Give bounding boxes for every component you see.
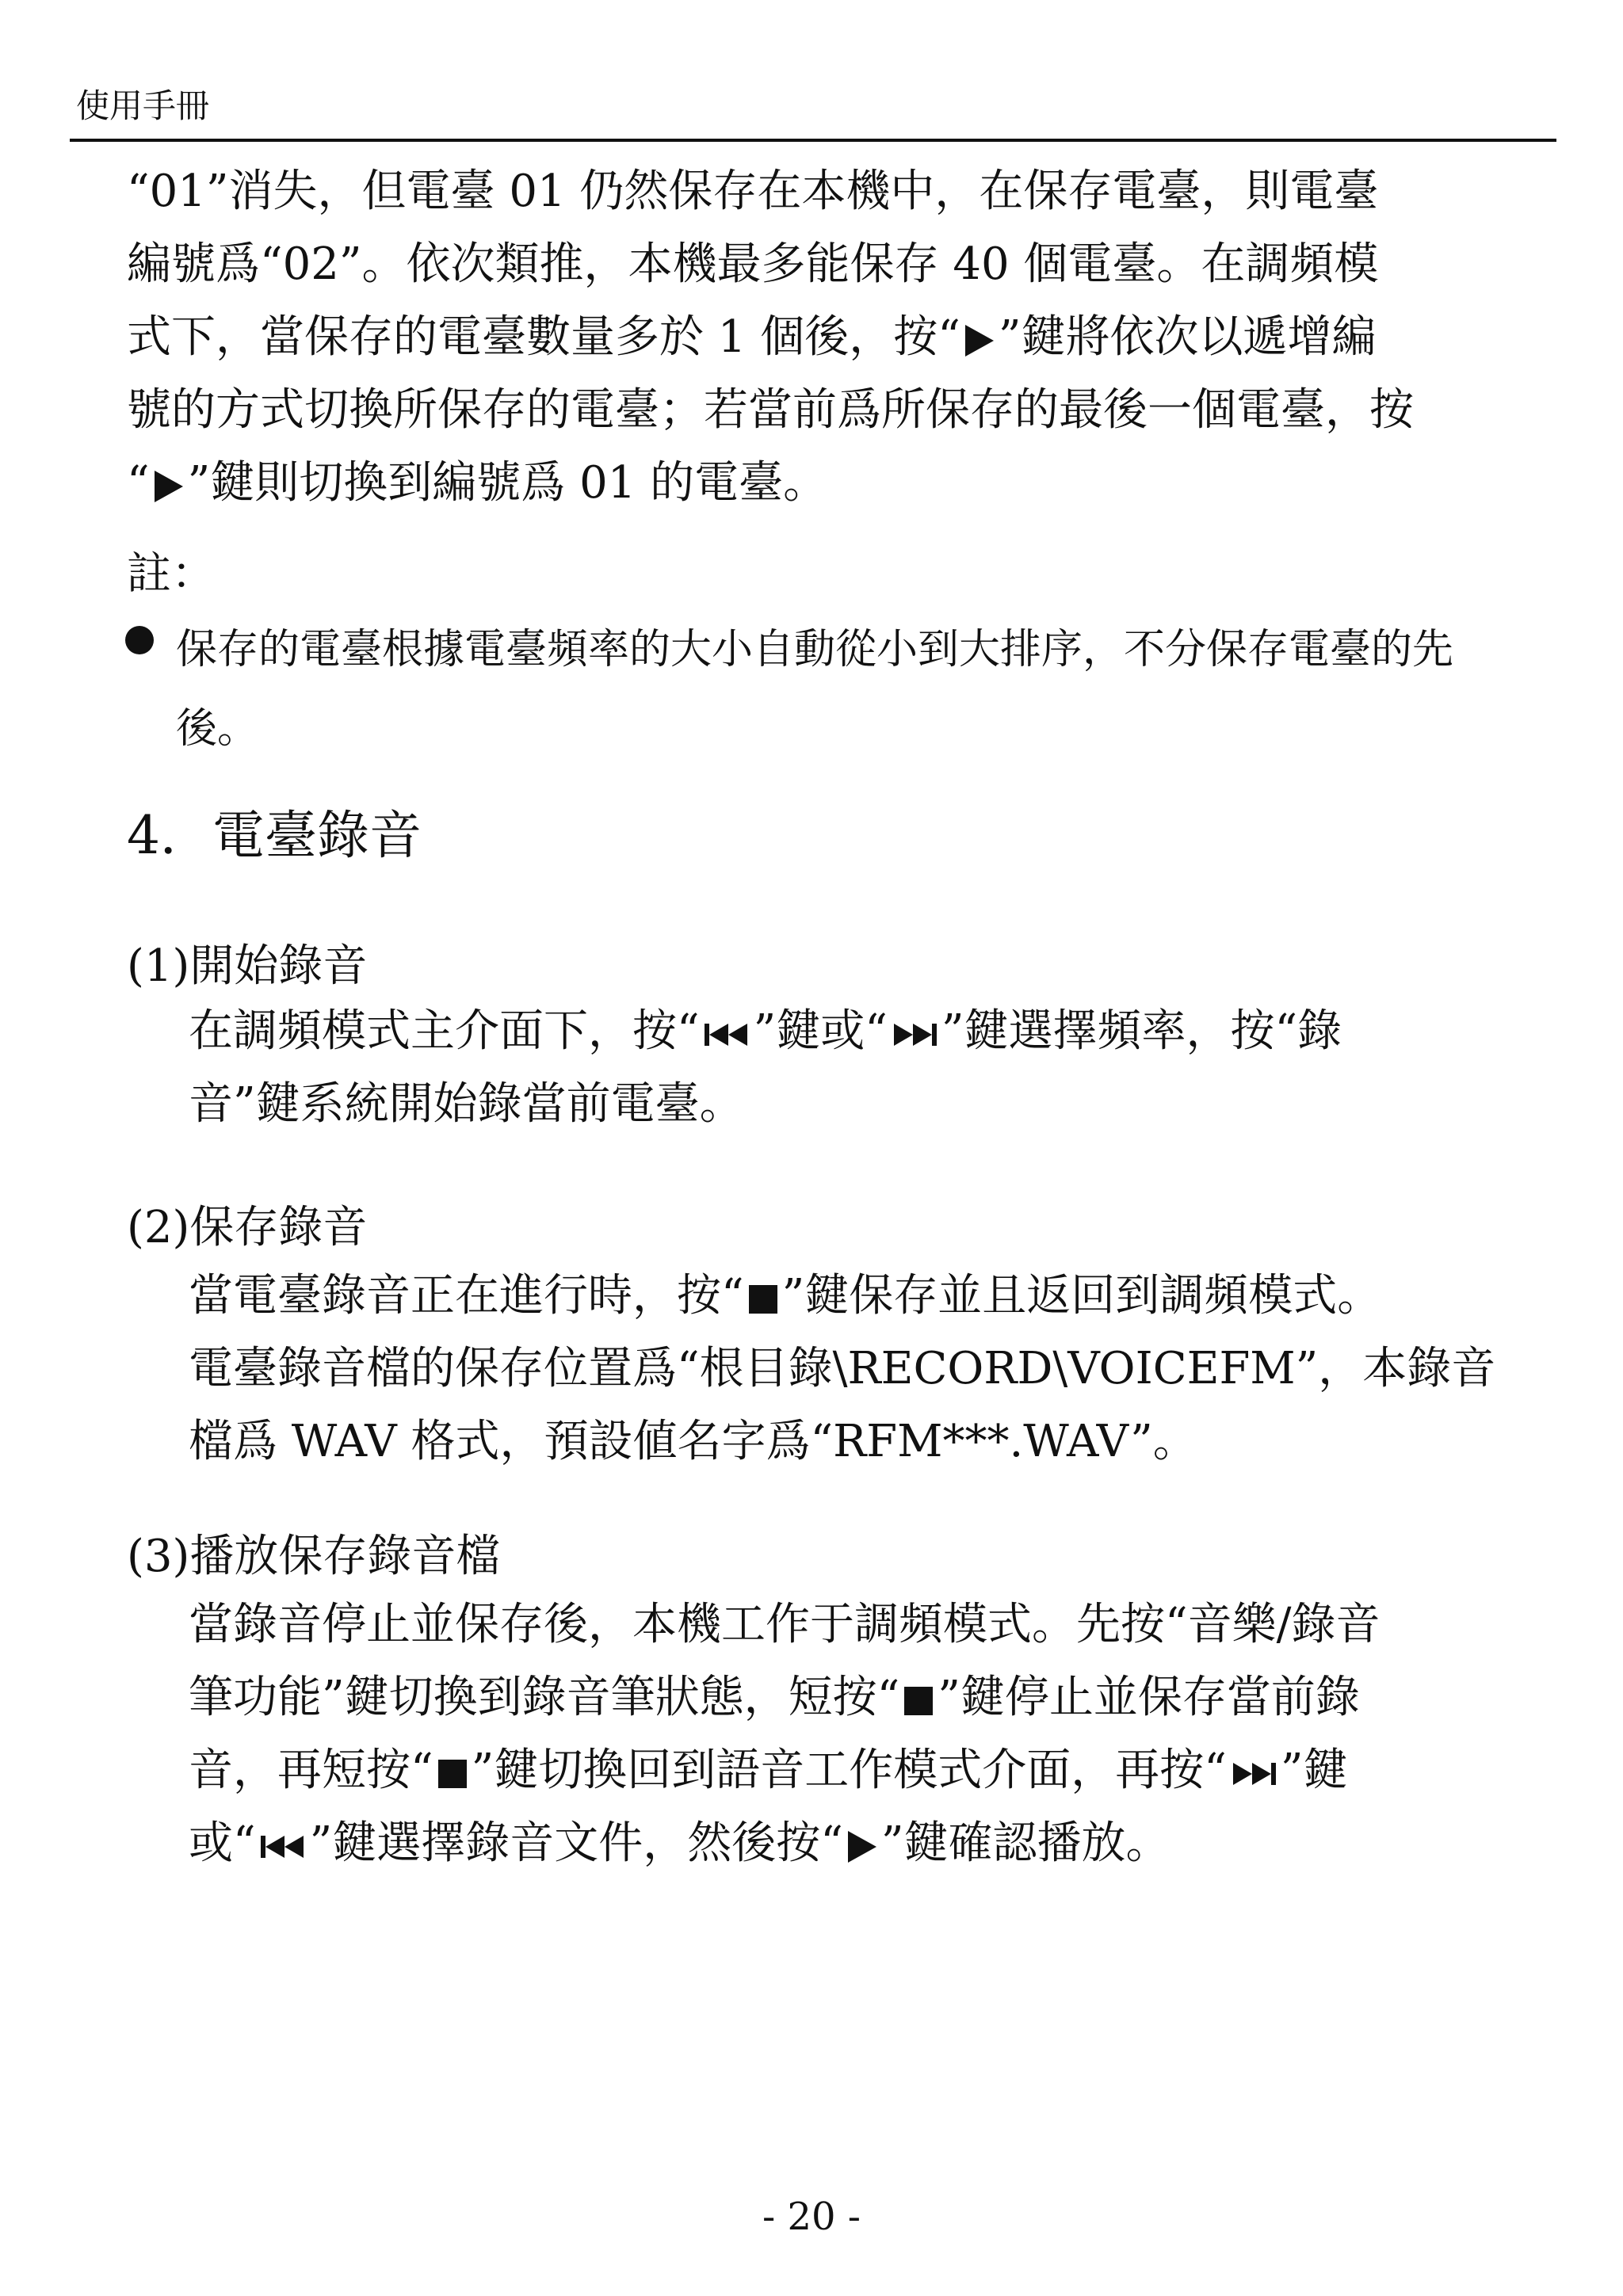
play-recording-line-4-b: ”鍵選擇錄音文件，然後按“ bbox=[309, 1817, 843, 1869]
save-recording-line-1-b: ”鍵保存並且返回到調頻模式。 bbox=[781, 1270, 1382, 1322]
page-header-title: 使用手冊 bbox=[76, 86, 210, 125]
intro-paragraph bbox=[127, 155, 1414, 520]
stop-icon bbox=[747, 1283, 779, 1315]
play-recording-line-2-b: ”鍵停止並保存當前錄 bbox=[938, 1672, 1360, 1723]
save-recording-title: (2)保存錄音 bbox=[127, 1202, 368, 1253]
play-icon bbox=[964, 323, 995, 358]
intro-line-1: “01”消失，但電臺 01 仍然保存在本機中，在保存電臺，則電臺 bbox=[127, 166, 1379, 217]
next-track-icon bbox=[891, 1020, 938, 1049]
play-recording-line-3-a: 音，再短按“ bbox=[189, 1745, 433, 1796]
play-recording-line-3 bbox=[189, 1734, 1381, 1807]
save-recording-line-1-a: 當電臺錄音正在進行時，按“ bbox=[189, 1270, 744, 1322]
play-icon bbox=[153, 469, 185, 504]
play-recording-line-4-a: 或“ bbox=[189, 1817, 256, 1869]
play-recording-line-2 bbox=[189, 1661, 1381, 1734]
intro-line-3 bbox=[127, 301, 1414, 374]
intro-line-2: 編號爲“02”。依次類推，本機最多能保存 40 個電臺。在調頻模 bbox=[127, 238, 1379, 290]
previous-track-icon bbox=[259, 1833, 307, 1861]
stop-icon bbox=[903, 1685, 934, 1717]
intro-line-5-text-a: “ bbox=[127, 457, 150, 509]
intro-line-3-text-a: 式下，當保存的電臺數量多於 1 個後，按“ bbox=[127, 311, 960, 363]
save-recording-line-1 bbox=[189, 1260, 1495, 1333]
previous-track-icon bbox=[703, 1020, 750, 1049]
save-recording-line-2: 電臺錄音檔的保存位置爲“根目錄\RECORD\VOICEFM”，本錄音 bbox=[189, 1343, 1496, 1394]
play-recording-line-4 bbox=[189, 1807, 1381, 1880]
play-recording-line-2-a: 筆功能”鍵切換到錄音筆狀態，短按“ bbox=[189, 1672, 900, 1723]
save-recording-line-3: 檔爲 WAV 格式，預設値名字爲“RFM***.WAV”。 bbox=[189, 1416, 1197, 1467]
play-recording-line-3-c: ”鍵 bbox=[1280, 1745, 1348, 1796]
intro-line-5-text-b: ”鍵則切換到編號爲 01 的電臺。 bbox=[187, 457, 828, 509]
start-recording-paragraph bbox=[189, 995, 1342, 1141]
play-icon bbox=[846, 1829, 878, 1864]
next-track-icon bbox=[1230, 1760, 1277, 1788]
section-title: 4．電臺錄音 bbox=[127, 805, 422, 866]
start-recording-line-1-b: ”鍵或“ bbox=[753, 1005, 888, 1057]
start-recording-line-1-c: ”鍵選擇頻率，按“錄 bbox=[941, 1005, 1342, 1057]
start-recording-line-1-a: 在調頻模式主介面下，按“ bbox=[189, 1005, 700, 1057]
bullet-dot bbox=[125, 626, 154, 654]
play-recording-title: (3)播放保存錄音檔 bbox=[127, 1531, 501, 1582]
note-label: 註： bbox=[127, 548, 216, 600]
play-recording-line-3-b: ”鍵切換回到語音工作模式介面，再按“ bbox=[471, 1745, 1227, 1796]
play-recording-paragraph bbox=[189, 1589, 1381, 1880]
note-bullet-line-1: 保存的電臺根據電臺頻率的大小自動從小到大排序，不分保存電臺的先 bbox=[176, 626, 1454, 673]
intro-line-5 bbox=[127, 447, 1414, 520]
intro-line-3-text-b: ”鍵將依次以遞增編 bbox=[998, 311, 1377, 363]
header-divider bbox=[70, 139, 1556, 142]
stop-icon bbox=[437, 1758, 468, 1790]
start-recording-title: (1)開始錄音 bbox=[127, 940, 368, 992]
page-number: - 20 - bbox=[762, 2195, 861, 2239]
intro-line-4: 號的方式切換所保存的電臺；若當前爲所保存的最後一個電臺，按 bbox=[127, 384, 1414, 436]
note-bullet-line-2: 後。 bbox=[176, 705, 259, 753]
start-recording-line-2: 音”鍵系統開始錄當前電臺。 bbox=[189, 1078, 744, 1130]
start-recording-line-1 bbox=[189, 995, 1342, 1068]
play-recording-line-4-c: ”鍵確認播放。 bbox=[880, 1817, 1170, 1869]
play-recording-line-1: 當錄音停止並保存後，本機工作于調頻模式。先按“音樂/錄音 bbox=[189, 1599, 1381, 1650]
note-bullet-text bbox=[176, 610, 1453, 769]
save-recording-paragraph bbox=[189, 1260, 1495, 1478]
